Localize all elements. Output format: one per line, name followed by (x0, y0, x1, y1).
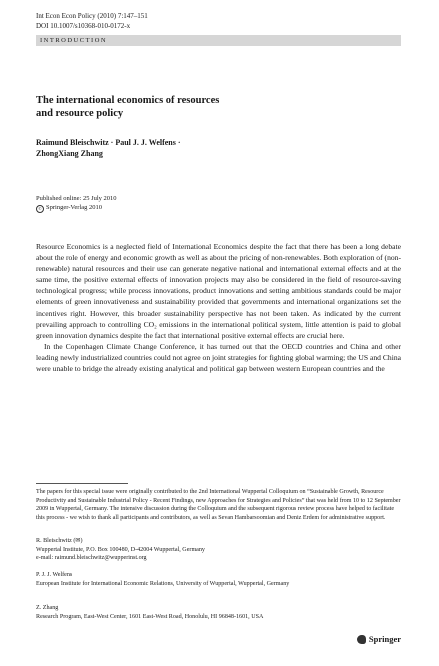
affiliation-line: Wuppertal Institute, P.O. Box 100480, D-42004 Wuppertal, Germany (36, 546, 205, 553)
authors-line-2: ZhongXiang Zhang (36, 149, 103, 158)
copyright-icon: © (36, 205, 44, 213)
doi-line: DOI 10.1007/s10368-010-0172-x (36, 22, 131, 30)
journal-header (36, 11, 148, 31)
affiliation-name: P. J. J. Welfens (36, 572, 73, 578)
publisher-name: Springer (368, 634, 401, 644)
affiliation-email: e-mail: raimund.bleischwitz@wupperinst.org (36, 555, 147, 562)
affiliation-line: European Institute for International Economic Relations, University of Wuppertal, Wuppertal, Germany (36, 580, 290, 587)
body-paragraph-2: In the Copenhagen Climate Change Conference, it has turned out that the OECD countries and China and other leading newly industrialized countries could not agree on joint strategies for fighting global warming; the US and China were unable to bridge the already existing analytical and political gap between western European countries and the (36, 341, 401, 374)
published-date: Published online: 25 July 2010 (36, 195, 117, 202)
footnote-divider (36, 483, 128, 484)
article-body (36, 241, 401, 374)
title-line-2: and resource policy (36, 108, 124, 119)
affiliation-welfens (36, 571, 401, 588)
affiliation-zhang (36, 604, 401, 621)
affiliation-name: Z. Zhang (36, 605, 59, 611)
publisher-logo (357, 634, 401, 644)
affiliation-line: Research Program, East-West Center, 1601 East-West Road, Honolulu, HI 96848-1601, USA (36, 613, 264, 620)
copyright-line (36, 203, 117, 213)
footnote: The papers for this special issue were originally contributed to the 2nd International Wuppertal Colloquium on “Sustainable Growth, Resource Productivity and Sustainable Industrial Policy - Recent Findings, new Approaches for Strategies and Policies” that was held from 10 to 12 September 2009 in Wuppertal, Germany. The intensive discussion during the Colloquium and the subsequent rigorous review process have helped to facilitate this process - we wish to thank all participants and contributors, as well as Sevan Hambarsoomian and Deniz Erdem for administrative support. (36, 489, 401, 521)
section-band: INTRODUCTION (36, 35, 401, 46)
article-title (36, 94, 376, 120)
authors-line-1: Raimund Bleischwitz · Paul J. J. Welfens · (36, 138, 181, 147)
springer-horse-icon (357, 635, 366, 644)
publication-info (36, 194, 117, 213)
journal-citation: Int Econ Econ Policy (2010) 7:147–151 (36, 12, 148, 20)
copyright-text: Springer-Verlag 2010 (46, 204, 103, 211)
author-list (36, 137, 376, 159)
title-line-1: The international economics of resources (36, 95, 220, 106)
body-paragraph-1: Resource Economics is a neglected field of International Economics despite the fact that there has been a long debate about the role of energy and economic growth as well as about the pricing of non-renewables. Both exploration of (non-renewable) natural resources and their use can generate negative national and international external effects and at the same time, the positive external effects of innovation projects may also be considered in the field of resource-saving technological progress; while process innovations, product innovations and setting ambitious standards could be major elements of green innovativeness and sustainability provided that governments and international organizations set the incentives right. However, this broader sustainability perspective has not been taken. As indicated by the current prevailing approach to controlling CO₂ emissions in the international political system, little attention is paid to global green innovation dynamics despite the fact that international positive external effects are crucial here. (36, 242, 401, 340)
affiliation-name: R. Bleischwitz (✉) (36, 538, 83, 544)
affiliation-bleischwitz (36, 537, 401, 563)
